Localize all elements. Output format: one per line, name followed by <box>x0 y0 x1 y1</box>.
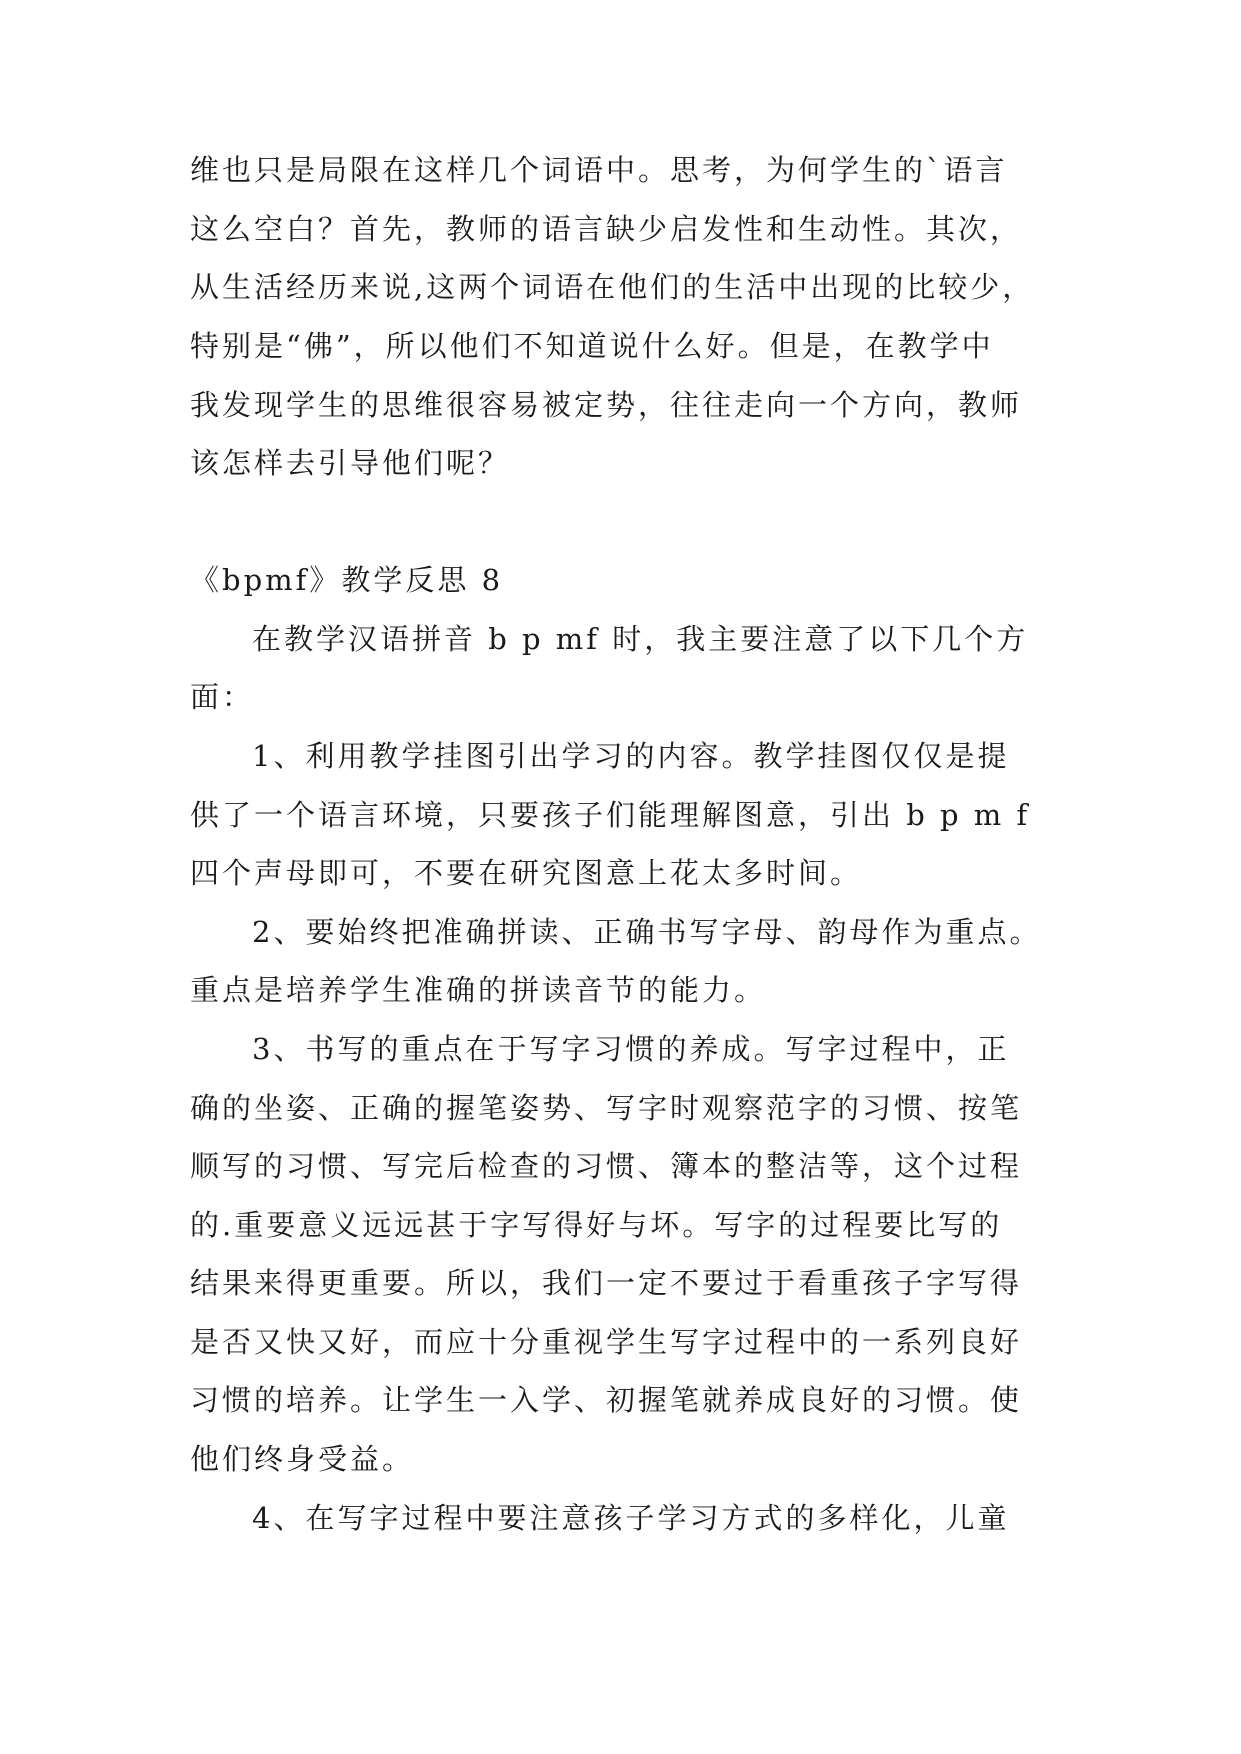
text-line: 四个声母即可，不要在研究图意上花太多时间。 <box>190 856 863 890</box>
text-line: 的.重要意义远远甚于字写得好与坏。写字的过程要比写的 <box>190 1208 1003 1242</box>
list-item-3: 3、书写的重点在于写字习惯的养成。写字过程中，正 <box>252 1032 1010 1066</box>
section-title: 《bpmf》教学反思 8 <box>190 563 504 597</box>
text-line: 重点是培养学生准确的拼读音节的能力。 <box>190 973 767 1007</box>
list-item-1: 1、利用教学挂图引出学习的内容。教学挂图仅仅是提 <box>252 739 1010 773</box>
text-line: 特别是“佛”，所以他们不知道说什么好。但是，在教学中 <box>190 329 994 363</box>
text-line: 这么空白？首先，教师的语言缺少启发性和生动性。其次， <box>190 212 1023 246</box>
text-line: 在教学汉语拼音 b p mf 时，我主要注意了以下几个方 <box>252 622 1029 656</box>
text-line: 从生活经历来说,这两个词语在他们的生活中出现的比较少， <box>190 270 1035 304</box>
text-line: 供了一个语言环境，只要孩子们能理解图意，引出 b p m f <box>190 798 1031 832</box>
text-line: 他们终身受益。 <box>190 1442 415 1476</box>
text-line: 是否又快又好，而应十分重视学生写字过程中的一系列良好 <box>190 1325 1023 1359</box>
text-line: 习惯的培养。让学生一入学、初握笔就养成良好的习惯。使 <box>190 1383 1023 1417</box>
text-line: 结果来得更重要。所以，我们一定不要过于看重孩子字写得 <box>190 1266 1023 1300</box>
list-item-4: 4、在写字过程中要注意孩子学习方式的多样化，儿童 <box>252 1501 1010 1535</box>
text-line: 确的坐姿、正确的握笔姿势、写字时观察范字的习惯、按笔 <box>190 1091 1023 1125</box>
text-line: 我发现学生的思维很容易被定势，往往走向一个方向，教师 <box>190 388 1023 422</box>
text-line: 维也只是局限在这样几个词语中。思考，为何学生的`语言 <box>190 153 1008 187</box>
text-line: 该怎样去引导他们呢？ <box>190 446 511 480</box>
list-item-2: 2、要始终把准确拼读、正确书写字母、韵母作为重点。 <box>252 915 1042 949</box>
text-line: 面： <box>190 680 255 714</box>
text-line: 顺写的习惯、写完后检查的习惯、簿本的整洁等，这个过程 <box>190 1149 1023 1183</box>
